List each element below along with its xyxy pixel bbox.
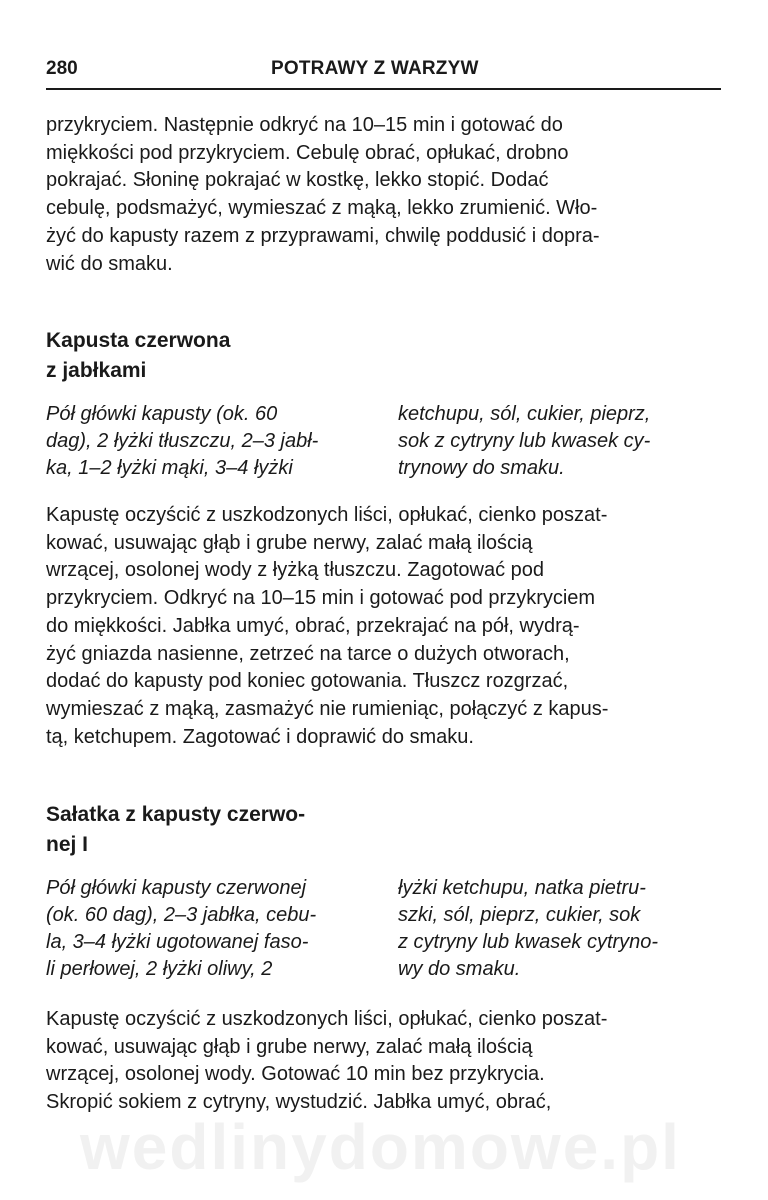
ingredients-column-right: łyżki ketchupu, natka pietru- szki, sól, pieprz, cukier, sok z cytryny lub kwasek cytryno- wy do smaku. (398, 877, 659, 980)
intro-line: miękkości pod przykryciem. Cebulę obrać, opłukać, drobno (46, 141, 569, 164)
intro-line: pokrajać. Słoninę pokrajać w kostkę, lekko stopić. Dodać (46, 169, 549, 192)
ingredients-column-right: ketchupu, sól, cukier, pieprz, sok z cytryny lub kwasek cy- trynowy do smaku. (398, 403, 651, 479)
intro-line: wić do smaku. (46, 252, 173, 275)
intro-line: żyć do kapusty razem z przyprawami, chwilę poddusić i dopra- (46, 224, 600, 247)
ingredients-column-left: Pół główki kapusty (ok. 60 dag), 2 łyżki tłuszczu, 2–3 jabł- ka, 1–2 łyżki mąki, 3–4 łyżki (46, 403, 319, 479)
intro-line: cebulę, podsmażyć, wymieszać z mąką, lekko zrumienić. Wło- (46, 197, 598, 220)
recipe-method: Kapustę oczyścić z uszkodzonych liści, opłukać, cienko poszat- kować, usuwając głąb i grube nerwy, zalać małą ilością wrzącej, osolonej wody. Gotować 10 min bez przykrycia. Skropić sokiem z cytryny, wystudzić. Jabłka umyć, obrać, (46, 1008, 608, 1114)
page-header (46, 58, 721, 90)
watermark-text: wedlinydomowe.pl (80, 1111, 681, 1183)
recipe-title: Kapusta czerwona z jabłkami (46, 329, 231, 382)
running-title: POTRAWY Z WARZYW (271, 58, 479, 79)
intro-line: przykryciem. Następnie odkryć na 10–15 min i gotować do (46, 114, 563, 136)
recipe-title: Sałatka z kapusty czerwo- nej I (46, 803, 306, 856)
recipe-ingredients (46, 401, 724, 485)
recipe-ingredients (46, 875, 724, 985)
page-number: 280 (46, 58, 78, 79)
ingredients-column-left: Pół główki kapusty czerwonej (ok. 60 dag), 2–3 jabłka, cebu- la, 3–4 łyżki ugotowanej faso- li perłowej, 2 łyżki oliwy, 2 (46, 877, 317, 980)
recipe-method: Kapustę oczyścić z uszkodzonych liści, opłukać, cienko poszat- kować, usuwając głąb i grube nerwy, zalać małą ilością wrzącej, osolonej wody z łyżką tłuszczu. Zagotować pod przykryciem. Odkryć na 10–15 min i gotować pod przykryciem do miękkości. Jabłka umyć, obrać, przekrajać na pół, wydrą- żyć gniazda nasienne, zetrzeć na tarce o dużych otworach, dodać do kapusty pod koniec gotowania. Tłuszcz rozgrzać, wymieszać z mąką, zasmażyć nie rumieniąc, połączyć z kapus- tą, ketchupem. Zagotować i doprawić do smaku. (46, 504, 609, 748)
intro-paragraph (46, 112, 724, 278)
